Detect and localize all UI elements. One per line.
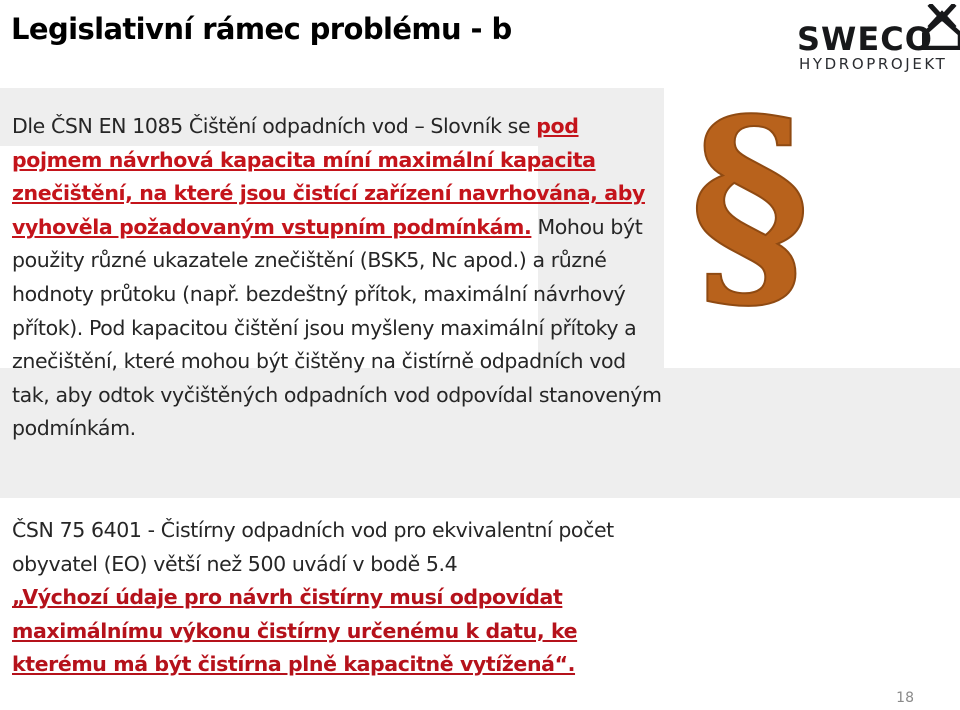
sweco-logo	[795, 4, 960, 76]
paragraph-definition-rest: Mohou být použity různé ukazatele znečištění (BSK5, Nc apod.) a různé hodnoty průtoku (např. bezdeštný přítok, maximální návrhový přítok). Pod kapacitou čištění jsou myšleny maximální přítoky a znečištění, které mohou být čištěny na čistírně odpadních vod tak, aby odtok vyčištěných odpadních vod odpovídal stanoveným podmínkám.	[12, 214, 662, 441]
paragraph-definition	[12, 110, 662, 446]
paragraph-standard	[12, 514, 662, 682]
paragraph-standard-intro: ČSN 75 6401 - Čistírny odpadních vod pro ekvivalentní počet obyvatel (EO) větší než 500 uvádí v bodě 5.4	[12, 518, 614, 576]
logo-subtitle: HYDROPROJEKT	[799, 55, 948, 73]
logo-name: SWECO	[797, 20, 933, 58]
slide-title: Legislativní rámec problému - b	[11, 12, 512, 46]
section-sign-icon	[685, 96, 815, 316]
sweco-logo-icon	[922, 4, 960, 50]
page-number: 18	[896, 690, 914, 706]
paragraph-standard-quote: „Výchozí údaje pro návrh čistírny musí odpovídat maximálnímu výkonu čistírny určenému k datu, ke kterému má být čistírna plně kapacitně vytížená“.	[12, 585, 578, 677]
svg-text:§: §	[689, 96, 811, 316]
paragraph-definition-highlight: pod pojmem návrhová kapacita míní maximální kapacita znečištění, na které jsou čistící zařízení navrhována, aby vyhověla požadovaným vstupním podmínkám.	[12, 114, 645, 239]
paragraph-definition-intro: Dle ČSN EN 1085 Čištění odpadních vod – Slovník se	[12, 114, 537, 138]
